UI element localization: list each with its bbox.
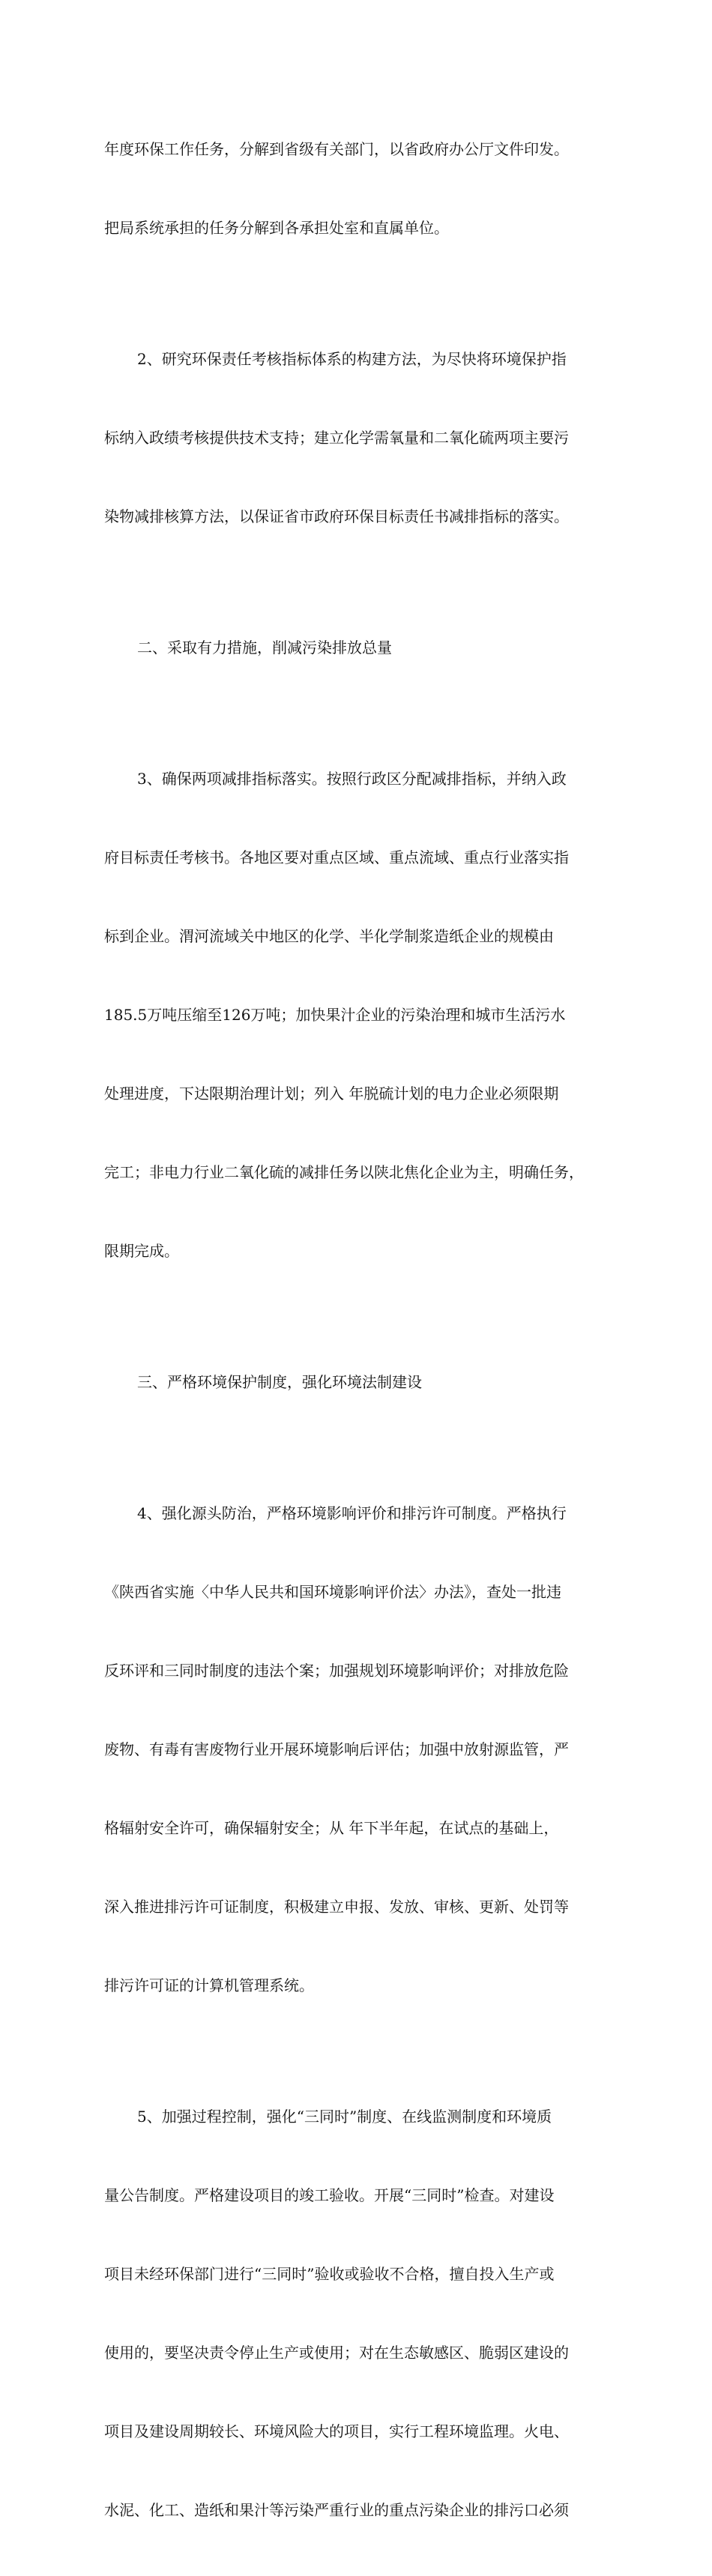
text-line: 完工；非电力行业二氧化硫的减排任务以陕北焦化企业为主，明确任务， — [104, 1163, 584, 1181]
text-line: 限期完成。 — [104, 1242, 179, 1260]
paragraph-4 — [104, 1448, 621, 2051]
text-line: 深入推进排污许可证制度，积极建立申报、发放、审核、更新、处罚等 — [104, 1898, 569, 1916]
text-line: 5、加强过程控制，强化“三同时”制度、在线监测制度和环境质 — [137, 2108, 552, 2126]
text-line: 《陕西省实施〈中华人民共和国环境影响评价法〉办法》，查处一批违 — [104, 1583, 561, 1601]
text-line: 使用的，要坚决责令停止生产或使用；对在生态敏感区、脆弱区建设的 — [104, 2344, 569, 2362]
text-line: 水泥、化工、造纸和果汁等污染严重行业的重点污染企业的排污口必须 — [104, 2501, 569, 2519]
paragraph-2 — [104, 294, 621, 582]
section-heading-3 — [104, 1317, 621, 1448]
text-line: 标到企业。渭河流域关中地区的化学、半化学制浆造纸企业的规模由 — [104, 927, 554, 945]
text-line: 标纳入政绩考核提供技术支持；建立化学需氧量和二氧化硫两项主要污 — [104, 429, 569, 447]
text-line: 排污许可证的计算机管理系统。 — [104, 1976, 314, 1994]
heading-line: 三、严格环境保护制度，强化环境法制建设 — [137, 1373, 422, 1391]
paragraph-5 — [104, 2051, 621, 2576]
text-line: 染物减排核算方法，以保证省市政府环保目标责任书减排指标的落实。 — [104, 507, 569, 525]
text-line: 3、确保两项减排指标落实。按照行政区分配减排指标，并纳入政 — [137, 770, 567, 788]
paragraph-3 — [104, 714, 621, 1317]
document-body — [104, 84, 621, 2576]
text-line: 项目未经环保部门进行“三同时”验收或验收不合格，擅自投入生产或 — [104, 2265, 555, 2283]
text-line: 反环评和三同时制度的违法个案；加强规划环境影响评价；对排放危险 — [104, 1662, 569, 1680]
text-line: 量公告制度。严格建设项目的竣工验收。开展“三同时”检查。对建设 — [104, 2186, 555, 2204]
text-line: 185.5万吨压缩至126万吨；加快果汁企业的污染治理和城市生活污水 — [104, 1006, 566, 1024]
text-line: 2、研究环保责任考核指标体系的构建方法，为尽快将环境保护指 — [137, 350, 567, 368]
text-line: 4、强化源头防治，严格环境影响评价和排污许可制度。严格执行 — [137, 1504, 567, 1522]
text-line: 年度环保工作任务，分解到省级有关部门，以省政府办公厅文件印发。 — [104, 140, 569, 158]
text-line: 处理进度，下达限期治理计划；列入 年脱硫计划的电力企业必须限期 — [104, 1085, 559, 1103]
text-line: 项目及建设周期较长、环境风险大的项目，实行工程环境监理。火电、 — [104, 2422, 569, 2440]
text-line: 把局系统承担的任务分解到各承担处室和直属单位。 — [104, 219, 449, 237]
text-line: 废物、有毒有害废物行业开展环境影响后评估；加强中放射源监管，严 — [104, 1740, 569, 1758]
text-line: 格辐射安全许可，确保辐射安全；从 年下半年起，在试点的基础上， — [104, 1819, 559, 1837]
text-line: 府目标责任考核书。各地区要对重点区域、重点流域、重点行业落实指 — [104, 848, 569, 866]
paragraph-1 — [104, 84, 621, 294]
section-heading-2 — [104, 582, 621, 714]
heading-line: 二、采取有力措施，削减污染排放总量 — [137, 639, 392, 657]
